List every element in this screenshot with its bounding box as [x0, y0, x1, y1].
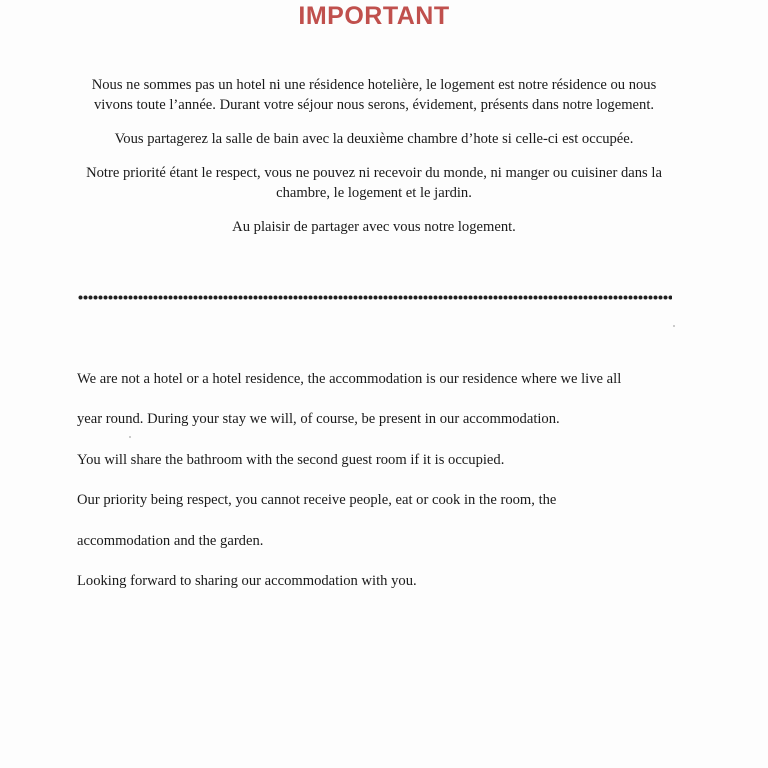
- scan-speck: [129, 436, 131, 438]
- dotted-separator: [78, 295, 672, 300]
- french-paragraph-2: Vous partagerez la salle de bain avec la deuxième chambre d’hote si celle-ci est occupée.: [114, 131, 634, 147]
- french-paragraph-4: Au plaisir de partager avec vous notre logement.: [232, 219, 516, 235]
- english-line-5: accommodation and the garden.: [77, 532, 264, 549]
- english-line-1: We are not a hotel or a hotel residence, the accommodation is our residence where we live all: [77, 371, 622, 387]
- english-notice: [77, 369, 717, 611]
- document-title: IMPORTANT: [298, 2, 450, 30]
- english-line-2: year round. During your stay we will, of course, be present in our accommodation.: [77, 411, 560, 428]
- french-paragraph-3: Notre priorité étant le respect, vous ne pouvez ni recevoir du monde, ni manger ou cuisiner dans la chambre, le logement et le jardin.: [86, 165, 662, 201]
- english-line-3: You will share the bathroom with the second guest room if it is occupied.: [77, 451, 505, 468]
- english-line-6: Looking forward to sharing our accommodation with you.: [77, 572, 417, 589]
- french-notice: [76, 75, 672, 251]
- french-paragraph-1: Nous ne sommes pas un hotel ni une résidence hotelière, le logement est notre résidence ou nous vivons toute l’année. Durant votre séjour nous serons, évidement, présents dans notre logement.: [91, 77, 657, 113]
- scan-speck: [673, 325, 675, 327]
- english-line-4: Our priority being respect, you cannot receive people, eat or cook in the room, the: [77, 492, 557, 509]
